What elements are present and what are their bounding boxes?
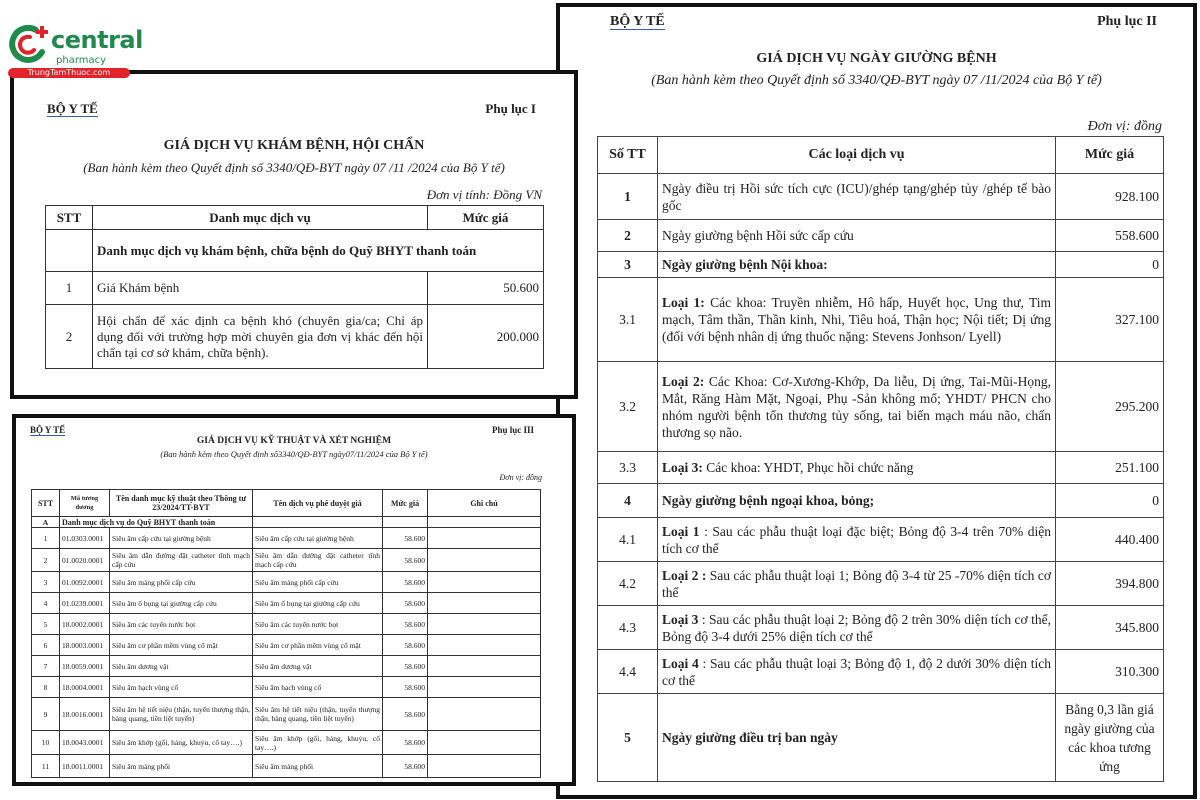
row-stt: 1	[46, 272, 93, 305]
row-price: 58.600	[383, 549, 428, 572]
row-price: 327.100	[1056, 278, 1164, 362]
document-subtitle: (Ban hành kèm theo Quyết định số 3340/QĐ-BYT ngày 07 /11 /2024 của Bộ Y tế)	[83, 160, 505, 175]
row-service	[658, 606, 1056, 650]
row-service	[658, 362, 1056, 452]
table-row	[598, 220, 1164, 252]
table-row	[598, 174, 1164, 220]
row-service: Siêu âm cơ phần mềm vùng cổ mặt	[253, 635, 383, 656]
row-service: Siêu âm khớp (gối, háng, khuỷu, cổ tay….)	[253, 731, 383, 755]
brand-site: TrungTamThuoc.com	[8, 68, 130, 78]
header-service: Danh mục dịch vụ	[93, 206, 428, 230]
row-service-text: Các khoa: Truyền nhiễm, Hô hấp, Huyết học, Ung thư, Tim mạch, Tâm thần, Thần kinh, Nhi, Tiêu hoá, Thận học; Nội tiết; Dị ứng (đối với bệnh nhân dị ứng thuốc nặng: Stevens Jonhson/ Lyell)	[662, 295, 1051, 344]
row-technique: Siêu âm hệ tiết niệu (thận, tuyến thượng thận, bàng quang, tiền liệt tuyến)	[110, 698, 253, 731]
row-service-bold: Ngày giường điều trị ban ngày	[662, 730, 838, 745]
row-technique: Siêu âm dẫn đường đặt catheter tĩnh mạch cấp cứu	[110, 549, 253, 572]
row-technique: Siêu âm dương vật	[110, 656, 253, 677]
row-service-text: Ngày điều trị Hồi sức tích cực (ICU)/ghép tạng/ghép tủy /ghép tế bào gốc	[662, 180, 1051, 213]
row-stt: 4.4	[598, 650, 658, 694]
row-service: Siêu âm màng phổi cấp cứu	[253, 572, 383, 593]
header-price: Mức giá	[383, 490, 428, 517]
appendix-label: Phụ lục I	[485, 101, 536, 116]
row-service-bold: Loại 1	[662, 523, 700, 539]
appendix-2-document	[556, 3, 1197, 799]
table-row	[32, 698, 541, 731]
row-price: 0	[1056, 252, 1164, 278]
row-stt: 4.2	[598, 562, 658, 606]
document-title: GIÁ DỊCH VỤ KHÁM BỆNH, HỘI CHẨN	[163, 138, 425, 153]
row-service-bold: Loại 2:	[662, 373, 705, 389]
row-stt: 2	[598, 220, 658, 252]
table-row	[32, 572, 541, 593]
ministry-label: BỘ Y TẾ	[47, 101, 98, 116]
header-price: Mức giá	[428, 206, 544, 230]
table-row	[598, 362, 1164, 452]
row-price: 251.100	[1056, 452, 1164, 484]
row-price: 58.600	[383, 593, 428, 614]
row-note	[428, 698, 541, 731]
row-code: 01.0092.0001	[60, 572, 110, 593]
table-row	[598, 252, 1164, 278]
row-code: 18.0011.0001	[60, 755, 110, 778]
table-row	[32, 731, 541, 755]
row-service: Hội chẩn để xác định ca bệnh khó (chuyên gia/ca; Chỉ áp dụng đối với trường hợp mời chuyên gia đơn vị khác đến hội chẩn tại cơ sở khám, chữa bệnh).	[93, 305, 428, 369]
section-row	[32, 517, 541, 528]
document-subtitle: (Ban hành kèm theo Quyết định số 3340/QĐ-BYT ngày 07 /11/2024 của Bộ Y tế)	[651, 73, 1102, 88]
row-stt: 4.1	[598, 518, 658, 562]
row-price: 928.100	[1056, 174, 1164, 220]
document-title: GIÁ DỊCH VỤ KỸ THUẬT VÀ XÉT NGHIỆM	[196, 436, 392, 446]
row-service-text: : Sau các phẫu thuật loại 2; Bỏng độ 2 trên 30% diện tích cơ thể, Bỏng độ 3-4 dưới 25% diện tích cơ thể	[662, 611, 1051, 644]
row-code: 18.0002.0001	[60, 614, 110, 635]
appendix-1-document	[10, 70, 578, 399]
row-code: 18.0016.0001	[60, 698, 110, 731]
row-note	[428, 614, 541, 635]
header-stt: STT	[46, 206, 93, 230]
row-price: 345.800	[1056, 606, 1164, 650]
table-header-row	[46, 206, 544, 230]
table-row	[598, 694, 1164, 782]
header-stt: Số TT	[598, 137, 658, 174]
row-price: 440.400	[1056, 518, 1164, 562]
row-stt: 10	[32, 731, 60, 755]
row-technique: Siêu âm cơ phần mềm vùng cổ mặt	[110, 635, 253, 656]
row-technique: Siêu âm khớp (gối, háng, khuỷu, cổ tay….)	[110, 731, 253, 755]
row-code: 01.0020.0001	[60, 549, 110, 572]
row-price: 58.600	[383, 656, 428, 677]
row-note	[428, 549, 541, 572]
row-service-bold: Ngày giường bệnh Nội khoa:	[662, 257, 828, 272]
row-service: Siêu âm hạch vùng cổ	[253, 677, 383, 698]
row-price: 310.300	[1056, 650, 1164, 694]
table-row	[598, 452, 1164, 484]
row-price: 0	[1056, 484, 1164, 518]
row-stt: 8	[32, 677, 60, 698]
row-note	[428, 635, 541, 656]
row-service	[658, 278, 1056, 362]
section-title: Danh mục dịch vụ do Quỹ BHYT thanh toán	[60, 517, 253, 528]
row-service: Siêu âm các tuyến nước bọt	[253, 614, 383, 635]
row-code: 01.0303.0001	[60, 528, 110, 549]
row-service: Siêu âm hệ tiết niệu (thận, tuyến thượng thận, bàng quang, tiền liệt tuyến)	[253, 698, 383, 731]
ministry-label: BỘ Y TẾ	[610, 14, 665, 29]
row-price: 394.800	[1056, 562, 1164, 606]
row-price: 50.600	[428, 272, 544, 305]
row-service-bold: Ngày giường bệnh ngoại khoa, bỏng;	[662, 493, 875, 508]
document-title: GIÁ DỊCH VỤ NGÀY GIƯỜNG BỆNH	[756, 51, 997, 66]
row-technique: Siêu âm cấp cứu tại giường bệnh	[110, 528, 253, 549]
row-stt: 9	[32, 698, 60, 731]
row-stt: 2	[32, 549, 60, 572]
row-note	[428, 755, 541, 778]
appendix-3-document	[12, 414, 576, 786]
row-price: 58.600	[383, 572, 428, 593]
table-row	[32, 755, 541, 778]
logo-mark-icon	[6, 22, 52, 68]
row-code: 18.0043.0001	[60, 731, 110, 755]
row-price: 58.600	[383, 614, 428, 635]
row-technique: Siêu âm màng phổi cấp cứu	[110, 572, 253, 593]
section-code: A	[32, 517, 60, 528]
row-price: 58.600	[383, 677, 428, 698]
row-stt: 1	[32, 528, 60, 549]
row-stt: 11	[32, 755, 60, 778]
row-stt: 4.3	[598, 606, 658, 650]
row-price: 295.200	[1056, 362, 1164, 452]
appendix-label: Phụ lục II	[1097, 14, 1157, 29]
row-service	[658, 220, 1056, 252]
row-technique: Siêu âm ổ bụng tại giường cấp cứu	[110, 593, 253, 614]
row-price: 558.600	[1056, 220, 1164, 252]
row-price: 58.600	[383, 698, 428, 731]
unit-label: Đơn vị tính: Đồng VN	[426, 187, 542, 202]
table-row	[598, 562, 1164, 606]
row-note	[428, 677, 541, 698]
row-stt: 3.2	[598, 362, 658, 452]
row-stt: 5	[32, 614, 60, 635]
header-note: Ghi chú	[428, 490, 541, 517]
table-row	[32, 677, 541, 698]
row-service	[658, 484, 1056, 518]
row-stt: 3.1	[598, 278, 658, 362]
row-price: 58.600	[383, 528, 428, 549]
row-service-bold: Loại 2 :	[662, 567, 707, 583]
table-row	[32, 614, 541, 635]
price-table	[597, 136, 1164, 782]
price-table	[31, 489, 541, 778]
row-note	[428, 572, 541, 593]
row-service	[658, 650, 1056, 694]
row-service	[658, 694, 1056, 782]
row-service: Siêu âm màng phổi	[253, 755, 383, 778]
row-service-bold: Loại 1:	[662, 295, 705, 310]
row-stt: 1	[598, 174, 658, 220]
header-service: Tên dịch vụ phê duyệt giá	[253, 490, 383, 517]
row-stt: 4	[32, 593, 60, 614]
row-service: Giá Khám bệnh	[93, 272, 428, 305]
row-stt: 3.3	[598, 452, 658, 484]
header-stt: STT	[32, 490, 60, 517]
document-subtitle: (Ban hành kèm theo Quyết định số3340/QĐ-BYT ngày07/11/2024 của Bộ Y tế)	[160, 449, 428, 459]
row-service	[658, 252, 1056, 278]
row-stt: 2	[46, 305, 93, 369]
row-service	[658, 518, 1056, 562]
table-row	[598, 484, 1164, 518]
row-code: 01.0239.0001	[60, 593, 110, 614]
unit-label: Đơn vị: đồng	[1087, 119, 1162, 134]
table-row	[598, 650, 1164, 694]
row-technique: Siêu âm hạch vùng cổ	[110, 677, 253, 698]
row-price: 200.000	[428, 305, 544, 369]
row-service: Siêu âm dẫn đường đặt catheter tĩnh mạch cấp cứu	[253, 549, 383, 572]
table-row	[598, 518, 1164, 562]
section-row	[46, 230, 544, 272]
table-row	[598, 278, 1164, 362]
table-row	[32, 635, 541, 656]
table-row	[46, 305, 544, 369]
row-service-text: Sau các phẫu thuật loại 1; Bỏng độ 3-4 từ 25 -70% diện tích cơ thể	[662, 567, 1051, 600]
row-note	[428, 656, 541, 677]
header-technique: Tên danh mục kỹ thuật theo Thông tư 23/2024/TT-BYT	[110, 490, 253, 517]
row-service	[658, 562, 1056, 606]
row-stt: 3	[598, 252, 658, 278]
table-header-row	[32, 490, 541, 517]
row-service	[658, 174, 1056, 220]
row-service-text: Ngày giường bệnh Hồi sức cấp cứu	[662, 228, 854, 243]
row-service: Siêu âm ổ bụng tại giường cấp cứu	[253, 593, 383, 614]
row-service: Siêu âm cấp cứu tại giường bệnh	[253, 528, 383, 549]
row-price: 58.600	[383, 731, 428, 755]
brand-sub: pharmacy	[56, 55, 107, 66]
header-code: Mã tương đương	[60, 490, 110, 517]
row-service	[658, 452, 1056, 484]
price-table	[45, 205, 544, 369]
row-note	[428, 731, 541, 755]
row-service-bold: Loại 4	[662, 655, 699, 671]
appendix-label: Phụ lục III	[491, 425, 534, 435]
table-row	[32, 528, 541, 549]
section-title: Danh mục dịch vụ khám bệnh, chữa bệnh do Quỹ BHYT thanh toán	[93, 230, 544, 272]
row-service-text: : Sau các phẫu thuật loại đặc biệt; Bỏng độ 3-4 trên 70% diện tích cơ thể	[662, 523, 1051, 556]
central-pharmacy-logo	[4, 18, 143, 80]
row-note	[428, 528, 541, 549]
row-code: 18.0059.0001	[60, 656, 110, 677]
row-price: Bằng 0,3 lần giá ngày giường của các khoa tương ứng	[1056, 694, 1164, 782]
row-technique: Siêu âm màng phổi	[110, 755, 253, 778]
header-price: Mức giá	[1056, 137, 1164, 174]
header-service: Các loại dịch vụ	[658, 137, 1056, 174]
table-header-row	[598, 137, 1164, 174]
ministry-label: BỘ Y TẾ	[30, 425, 66, 435]
row-service-text: Các khoa: YHDT, Phục hồi chức năng	[702, 460, 914, 475]
row-stt: 4	[598, 484, 658, 518]
table-row	[32, 549, 541, 572]
row-price: 58.600	[383, 755, 428, 778]
table-row	[32, 656, 541, 677]
row-code: 18.0004.0001	[60, 677, 110, 698]
row-technique: Siêu âm các tuyến nước bọt	[110, 614, 253, 635]
row-stt: 5	[598, 694, 658, 782]
row-service-text: Các Khoa: Cơ-Xương-Khớp, Da liễu, Dị ứng, Tai-Mũi-Họng, Mắt, Răng Hàm Mặt, Ngoại, Phụ -Sản không mổ; YHDT/ PHCN cho nhóm người bệnh tổn thương tủy sống, tai biến mạch máu não, chấn thương sọ não.	[662, 373, 1051, 440]
row-service-bold: Loại 3	[662, 611, 699, 627]
row-service-bold: Loại 3:	[662, 460, 703, 475]
unit-label: Đơn vị: đồng	[499, 473, 542, 482]
brand-name: central	[51, 26, 143, 54]
row-note	[428, 593, 541, 614]
row-price: 58.600	[383, 635, 428, 656]
row-stt: 3	[32, 572, 60, 593]
row-service-text: : Sau các phẫu thuật loại 3; Bỏng độ 1, độ 2 dưới 30% diện tích cơ thể	[662, 655, 1051, 688]
row-service: Siêu âm dương vật	[253, 656, 383, 677]
row-stt: 7	[32, 656, 60, 677]
table-row	[32, 593, 541, 614]
table-row	[598, 606, 1164, 650]
row-stt: 6	[32, 635, 60, 656]
row-code: 18.0003.0001	[60, 635, 110, 656]
table-row	[46, 272, 544, 305]
